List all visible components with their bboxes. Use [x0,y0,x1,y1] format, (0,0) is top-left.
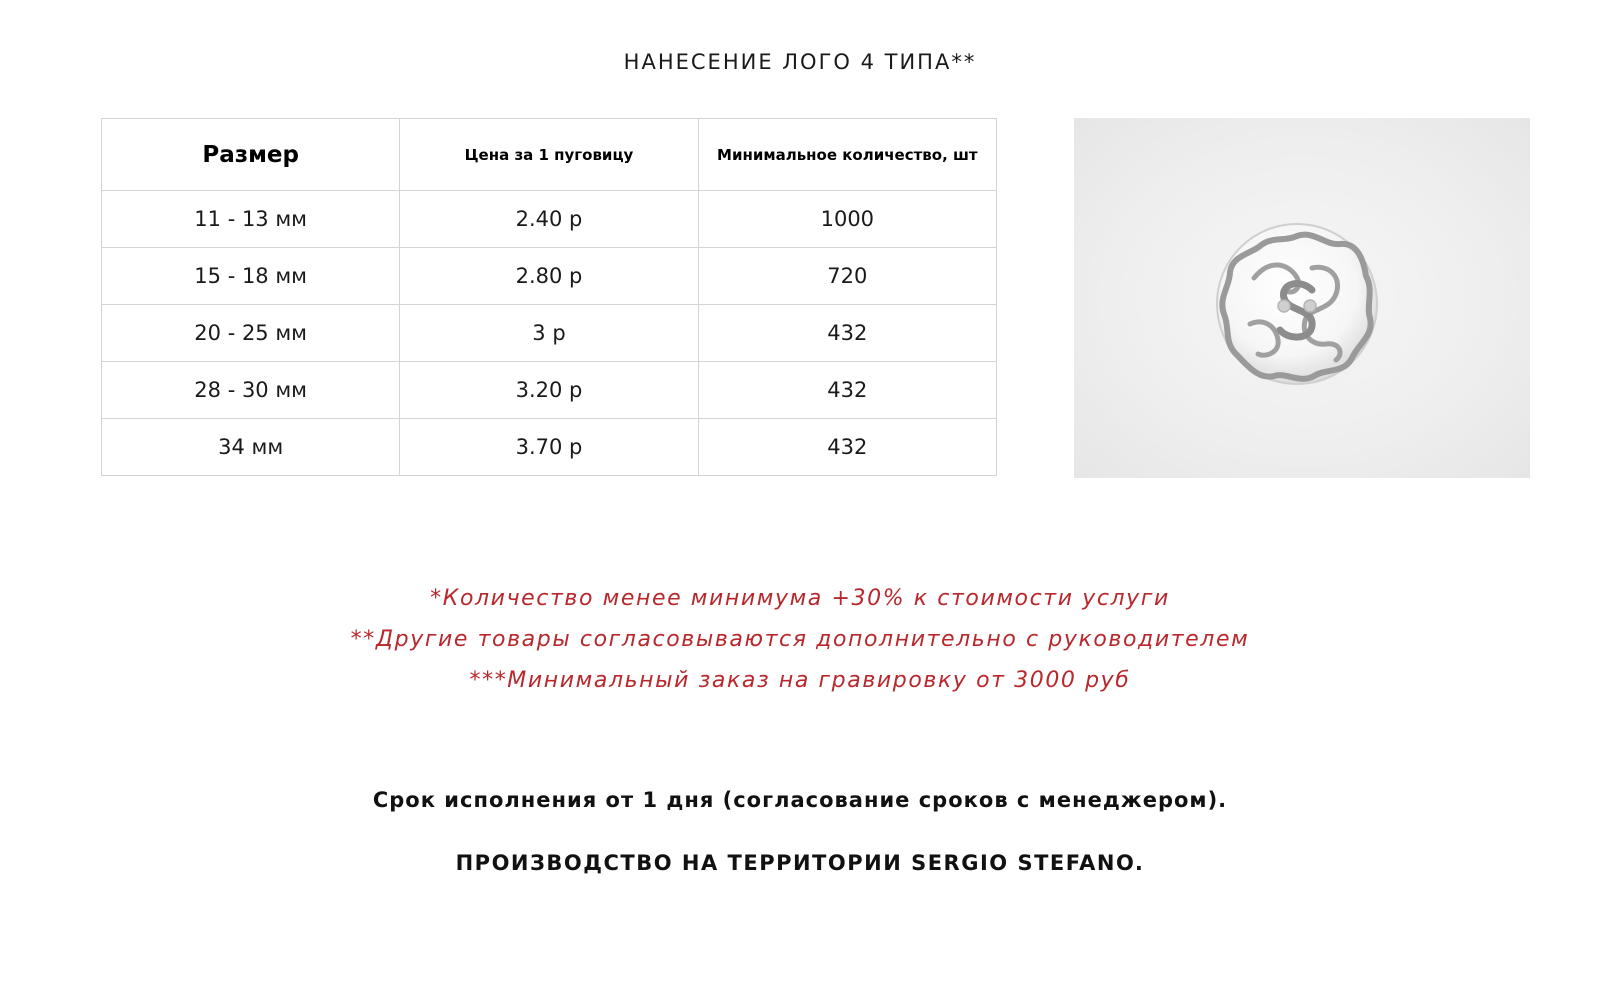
cell-min-quantity: 432 [698,362,996,419]
cell-price: 3.70 р [400,419,698,476]
table-row [102,362,997,419]
table-row [102,191,997,248]
table-row [102,248,997,305]
header-min-quantity: Минимальное количество, шт [698,119,996,191]
header-size: Размер [102,119,400,191]
deadline-text: Срок исполнения от 1 дня (согласование сроков с менеджером). [372,788,1228,812]
cell-price: 3 р [400,305,698,362]
cell-price: 3.20 р [400,362,698,419]
cell-price: 2.80 р [400,248,698,305]
header-price: Цена за 1 пуговицу [400,119,698,191]
note-minimum-quantity: *Количество менее минимума +30% к стоимости услуги [430,586,1170,611]
cell-size: 20 - 25 мм [102,305,400,362]
cell-size: 28 - 30 мм [102,362,400,419]
price-table [101,118,997,476]
cell-min-quantity: 1000 [698,191,996,248]
button-with-logo-image [1074,118,1530,478]
cell-price: 2.40 р [400,191,698,248]
cell-min-quantity: 432 [698,419,996,476]
table-row [102,419,997,476]
page-title: НАНЕСЕНИЕ ЛОГО 4 ТИПА** [623,50,977,74]
cell-size: 34 мм [102,419,400,476]
cell-min-quantity: 432 [698,305,996,362]
production-text: ПРОИЗВОДСТВО НА ТЕРРИТОРИИ SERGIO STEFANO. [455,851,1145,875]
footnotes [0,578,1600,701]
button-photo [1074,118,1530,478]
cell-size: 15 - 18 мм [102,248,400,305]
table-header-row [102,119,997,191]
table-row [102,305,997,362]
note-minimum-order: ***Минимальный заказ на гравировку от 3000 руб [469,668,1131,693]
note-other-goods: **Другие товары согласовываются дополнительно с руководителем [350,627,1250,652]
cell-size: 11 - 13 мм [102,191,400,248]
cell-min-quantity: 720 [698,248,996,305]
